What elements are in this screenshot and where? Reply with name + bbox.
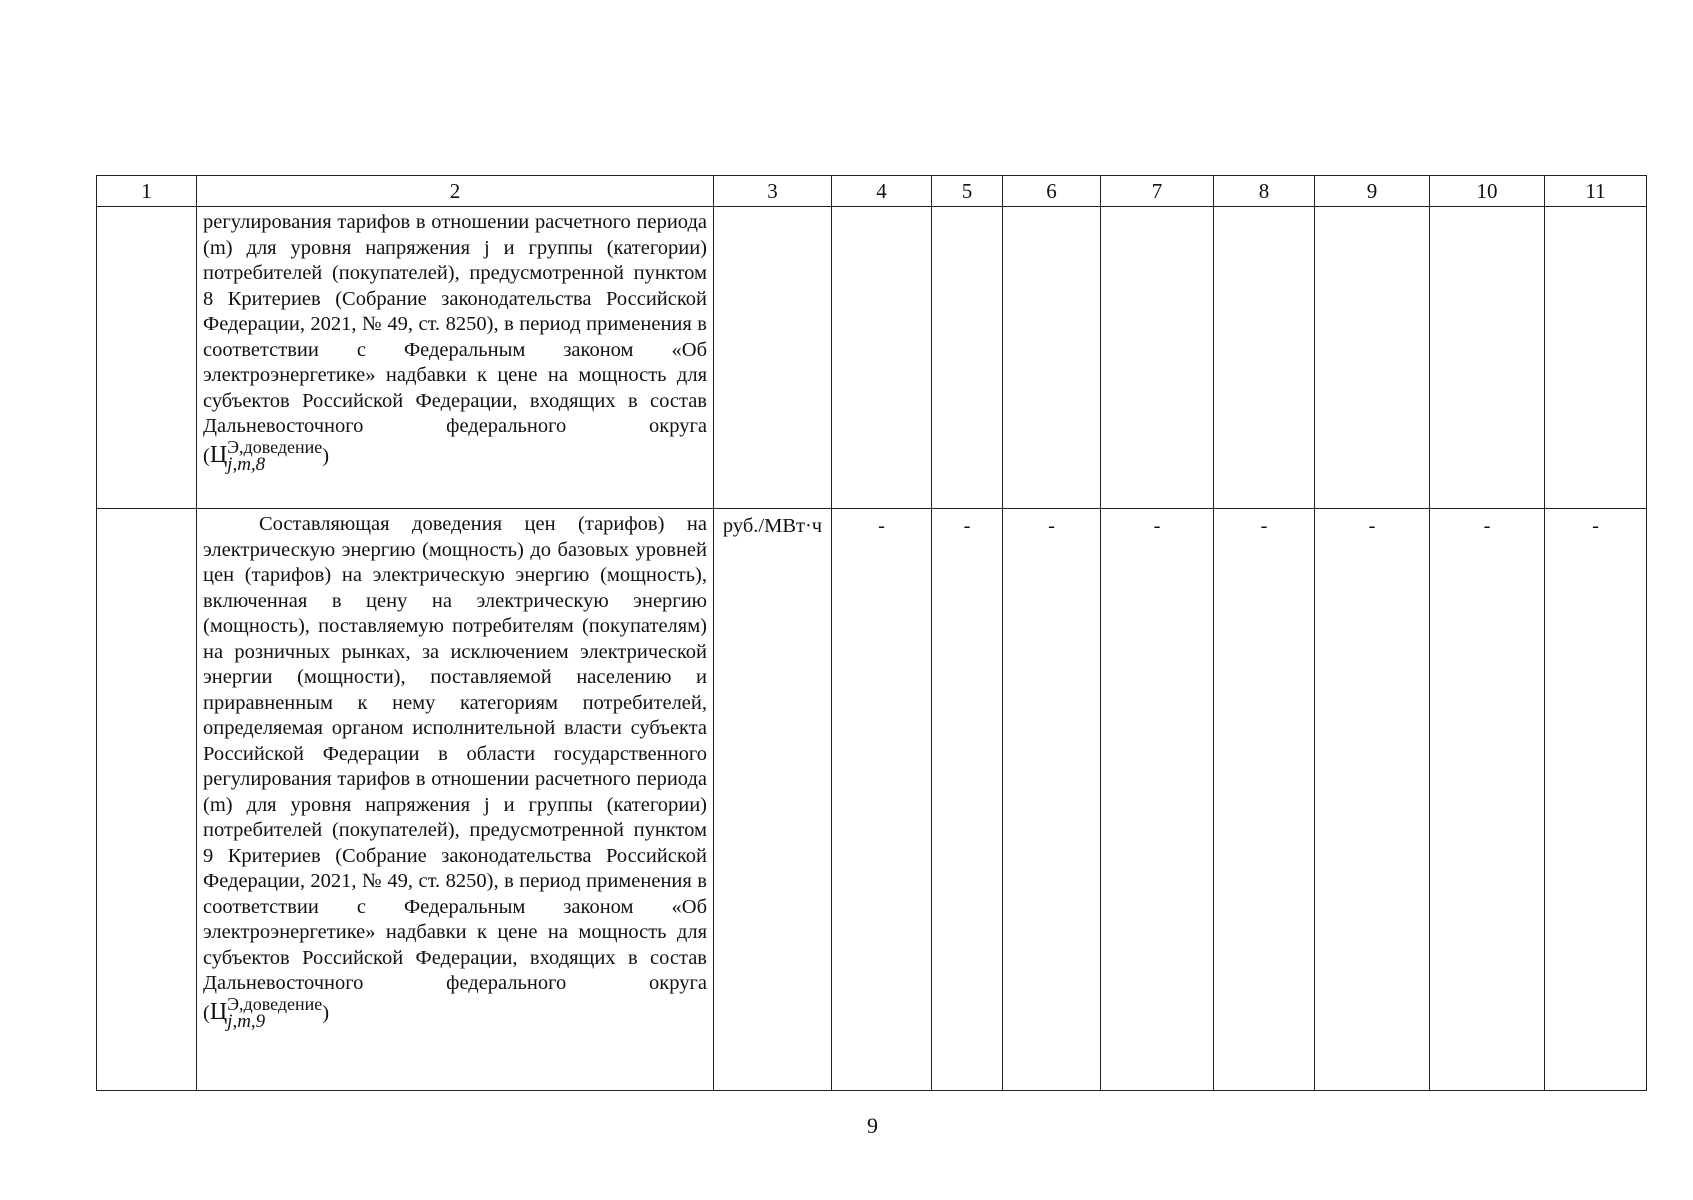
value-cell: -	[1214, 509, 1315, 1091]
description-text: регулирования тарифов в отношении расчетного периода (m) для уровня напряжения j и группы (категории) потребителей (покупателей), предусмотренной пунктом 8 Критериев (Собрание законодательства Российской Федерации, 2021, № 49, ст. 8250), в период применения в соответствии с Федеральным законом «Об электроэнергетике» надбавки к цене на мощность для субъектов Российской Федерации, входящих в состав Дальневосточного федерального округа	[203, 211, 707, 437]
formula-subscript: j,m,9	[227, 1010, 266, 1032]
column-header: 9	[1315, 176, 1430, 207]
value-cell: -	[1545, 509, 1647, 1091]
value-cell	[832, 207, 932, 509]
formula-superscript: Э,доведение	[227, 993, 323, 1014]
formula-symbol: Ц	[209, 441, 228, 468]
value-cell	[1315, 207, 1430, 509]
unit-cell: руб./МВт·ч	[714, 509, 832, 1091]
column-header: 4	[832, 176, 932, 207]
formula: (Ц Э,доведение j,m,9 )	[203, 993, 330, 1032]
column-header: 5	[932, 176, 1003, 207]
data-table	[96, 175, 1647, 1091]
row-index-cell	[97, 509, 197, 1091]
column-header: 11	[1545, 176, 1647, 207]
value-cell: -	[1101, 509, 1214, 1091]
value-cell: -	[1315, 509, 1430, 1091]
column-header: 10	[1430, 176, 1545, 207]
formula: (Ц Э,доведение j,m,8 )	[203, 436, 330, 475]
description-cell	[197, 207, 714, 509]
formula-superscript: Э,доведение	[227, 436, 323, 457]
formula-symbol: Ц	[209, 998, 228, 1025]
column-header: 7	[1101, 176, 1214, 207]
column-header: 6	[1003, 176, 1101, 207]
value-cell	[1101, 207, 1214, 509]
description-text: Составляющая доведения цен (тарифов) на электрическую энергию (мощность) до базовых уровней цен (тарифов) на электрическую энергию (мощность), включенная в цену на электрическую энергию (мощность), поставляемую потребителям (покупателям) на розничных рынках, за исключением электрической энергии (мощности), поставляемой населению и приравненным к нему категориям потребителей, определяемая органом исполнительной власти субъекта Российской Федерации в области государственного регулирования тарифов в отношении расчетного периода (m) для уровня напряжения j и группы (категории) потребителей (покупателей), предусмотренной пунктом 9 Критериев (Собрание законодательства Российской Федерации, 2021, № 49, ст. 8250), в период применения в соответствии с Федеральным законом «Об электроэнергетике» надбавки к цене на мощность для субъектов Российской Федерации, входящих в состав Дальневосточного федерального округа	[203, 513, 707, 994]
column-header: 3	[714, 176, 832, 207]
table-row	[97, 207, 1647, 509]
unit-cell	[714, 207, 832, 509]
column-header: 1	[97, 176, 197, 207]
row-index-cell	[97, 207, 197, 509]
value-cell: -	[1003, 509, 1101, 1091]
value-cell: -	[1430, 509, 1545, 1091]
description-cell	[197, 509, 714, 1091]
formula-subscript: j,m,8	[227, 453, 266, 475]
page-number: 9	[867, 1113, 878, 1138]
column-header: 8	[1214, 176, 1315, 207]
value-cell: -	[832, 509, 932, 1091]
table-row	[97, 509, 1647, 1091]
column-header: 2	[197, 176, 714, 207]
value-cell	[932, 207, 1003, 509]
table-header-row	[97, 176, 1647, 207]
value-cell	[1003, 207, 1101, 509]
value-cell: -	[932, 509, 1003, 1091]
value-cell	[1430, 207, 1545, 509]
value-cell	[1545, 207, 1647, 509]
value-cell	[1214, 207, 1315, 509]
